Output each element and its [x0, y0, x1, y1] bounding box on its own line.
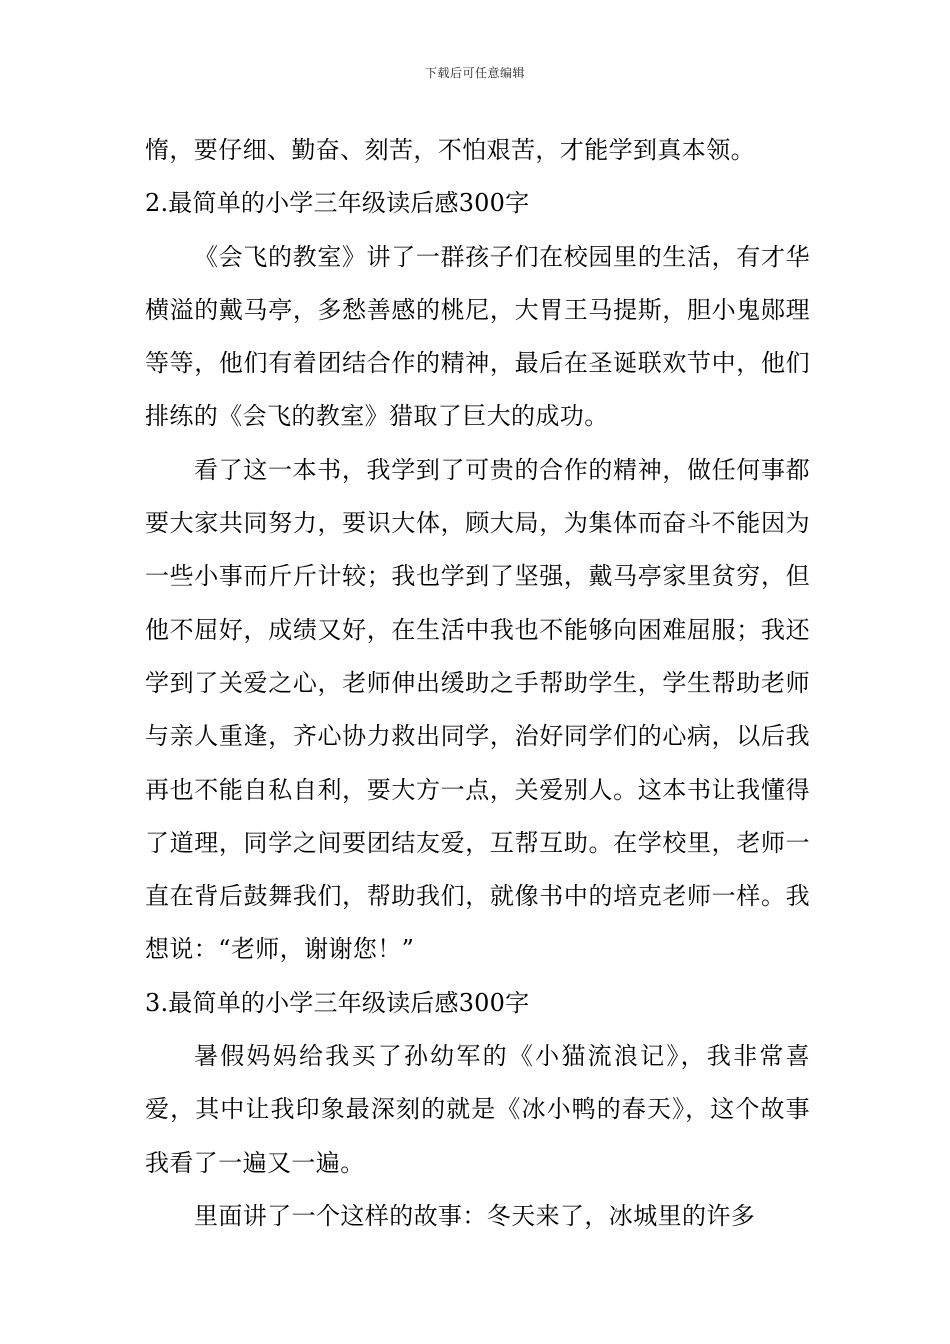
section-3-heading: 3.最简单的小学三年级读后感300字	[145, 988, 530, 1017]
section-3-paragraph-1: 暑假妈妈给我买了孙幼军的《小猫流浪记》，我非常喜爱，其中让我印象最深刻的就是《冰小鸭的春天》，这个故事我看了一遍又一遍。	[145, 1042, 810, 1177]
section-2-paragraph-2: 看了这一本书，我学到了可贵的合作的精神，做任何事都要大家共同努力，要识大体，顾大局，为集体而奋斗不能因为一些小事而斤斤计较；我也学到了坚强，戴马亭家里贫穷，但他不屈好，成绩又好，在生活中我也不能够向困难屈服；我还学到了关爱之心，老师伸出缓助之手帮助学生，学生帮助老师与亲人重逢，齐心协力救出同学，治好同学们的心病，以后我再也不能自私自利，要大方一点，关爱别人。这本书让我懂得了道理，同学之间要团结友爱，互帮互助。在学校里，老师一直在背后鼓舞我们，帮助我们，就像书中的培克老师一样。我想说：“老师，谢谢您！”	[145, 455, 810, 964]
continued-paragraph: 惰，要仔细、勤奋、刻苦，不怕艰苦，才能学到真本领。	[145, 136, 755, 164]
section-2-heading: 2.最简单的小学三年级读后感300字	[145, 189, 530, 218]
section-3-paragraph-2: 里面讲了一个这样的故事：冬天来了，冰城里的许多	[194, 1201, 756, 1230]
section-2-paragraph-1: 《会飞的教室》讲了一群孩子们在校园里的生活，有才华横溢的戴马亭，多愁善感的桃尼，大胃王马提斯，胆小鬼郧理等等，他们有着团结合作的精神，最后在圣诞联欢节中，他们排练的《会飞的教室》猎取了巨大的成功。	[145, 242, 810, 431]
document-body	[145, 124, 810, 1243]
page-header: 下载后可任意编辑	[424, 66, 525, 80]
